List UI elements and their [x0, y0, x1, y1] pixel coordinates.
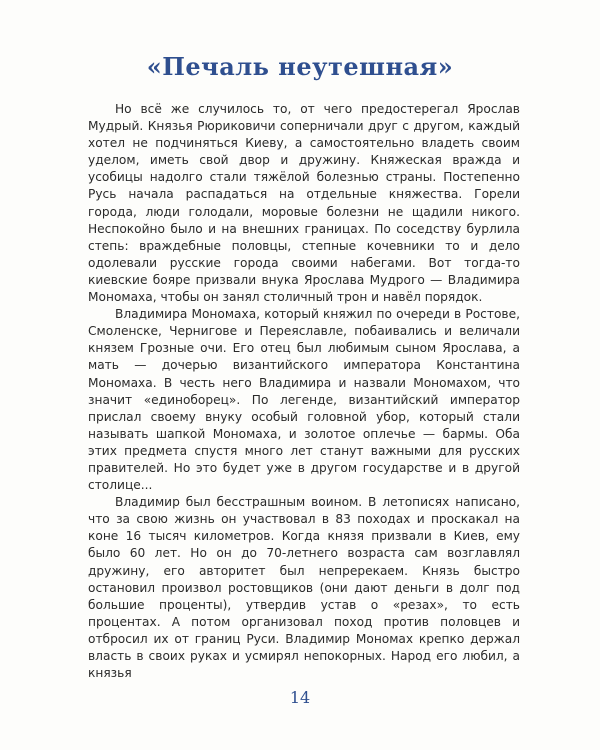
- page-number: 14: [289, 688, 311, 707]
- body-text: [88, 101, 520, 682]
- paragraph: Владимир был бесстрашным воином. В летописях написано, что за свою жизнь он участвовал в 83 походах и проскакал на коне 16 тысяч километров. Когда князя призвали в Киев, ему было 60 лет. Но он до 70-летнего возраста сам возглавлял дружину, его авторитет был непререкаем. Князь быстро остановил произвол ростовщиков (они дают деньги в долг под большие проценты), утвердив устав о «резах», то есть процентах. А потом организовал поход против половцев и отбросил их от границ Руси. Владимир Мономах крепко держал власть в своих руках и усмирял непокорных. Народ его любил, а князья: [88, 495, 520, 681]
- paragraph: Владимира Мономаха, который княжил по очереди в Ростове, Смоленске, Чернигове и Переяславле, побаивались и величали князем Грозные очи. Его отец был любимым сыном Ярослава, а мать — дочерью византийского императора Константина Мономаха. В честь него Владимира и назвали Мономахом, что значит «единоборец». По легенде, византийский император прислал своему внуку особый головной убор, который стали называть шапкой Мономаха, и золотое оплечье — бармы. Оба этих предмета спустя много лет станут важными для русских правителей. Но это будет уже в другом государстве и в другой столице...: [88, 307, 520, 493]
- paragraph: Но всё же случилось то, от чего предостерегал Ярослав Мудрый. Князья Рюриковичи соперничали друг с другом, каждый хотел не подчиняться Киеву, а самостоятельно владеть своим уделом, иметь свой двор и дружину. Княжеская вражда и усобицы надолго стали тяжёлой болезнью страны. Постепенно Русь начала распадаться на отдельные княжества. Горели города, люди голодали, моровые болезни не щадили никого. Неспокойно было и на внешних границах. По соседству бурлила степь: враждебные половцы, степные кочевники то и дело одолевали русские города своими набегами. Вот тогда-то киевские бояре призвали внука Ярослава Мудрого — Владимира Мономаха, чтобы он занял столичный трон и навёл порядок.: [88, 102, 520, 305]
- chapter-title: «Печаль неутешная»: [146, 52, 454, 81]
